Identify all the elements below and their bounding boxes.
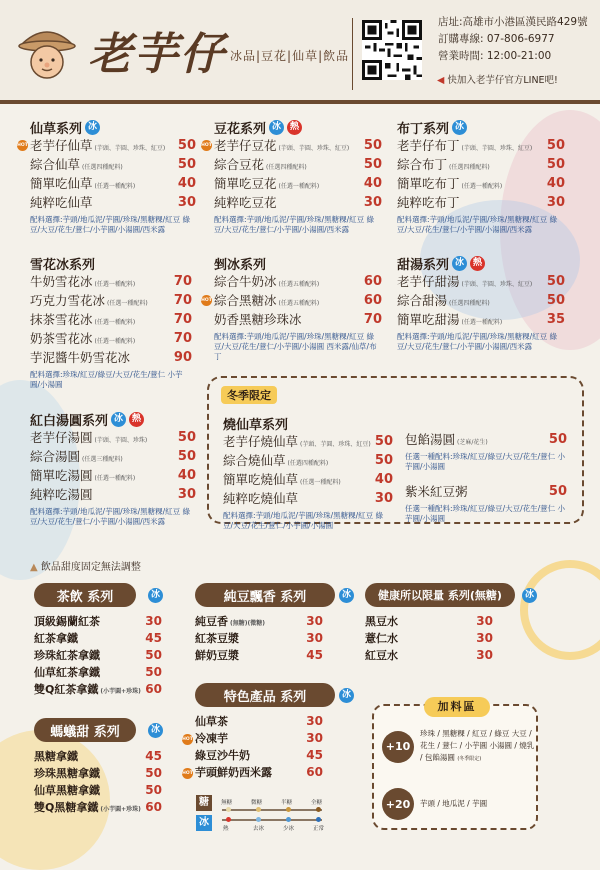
item-name: 黑糖拿鐵: [34, 750, 78, 763]
item-name: 簡單吃湯圓 (任選一種配料): [30, 468, 136, 483]
item-price: 30: [374, 491, 393, 506]
topping-options: 配料選擇:珍珠/紅豆/綠豆/大豆/花生/薏仁 小芋圓/小湯圓: [30, 370, 183, 389]
item-name: 冷凍芋: [195, 732, 228, 745]
menu-item: [30, 428, 196, 447]
item-name: 簡單吃布丁 (任選一種配料): [397, 176, 503, 191]
item-name: 純粹吃豆花: [214, 195, 277, 210]
sugar-level-dot: [286, 807, 291, 812]
item-name: 老芋仔湯圓 (芋頭、芋圓、珍珠): [30, 430, 148, 445]
menu-item: [223, 489, 393, 508]
item-name: 雙Q紅茶拿鐵 (小芋圓+珍珠): [34, 683, 141, 696]
item-name: 鮮奶豆漿: [195, 649, 239, 662]
item-name: 仙草茶: [195, 715, 228, 728]
item-name: 頂級錫蘭紅茶: [34, 615, 100, 628]
item-price: 45: [306, 648, 323, 662]
item-name: 紅豆水: [365, 649, 398, 662]
item-note: (任選四種配料): [449, 164, 490, 171]
ice-badge: 冰: [148, 588, 163, 603]
section-title-text: 布丁系列: [397, 121, 450, 137]
item-price: 30: [306, 731, 323, 745]
item-price: 45: [145, 749, 162, 763]
item-note: (任選一種配料): [94, 319, 136, 326]
item-price: 40: [546, 176, 565, 191]
item-note: (芝麻/花生): [457, 439, 488, 446]
item-price: 50: [548, 432, 567, 447]
special-list: [182, 713, 323, 781]
sugar-label: 糖: [196, 795, 212, 811]
item-price: 50: [363, 138, 382, 153]
menu-item: [34, 681, 162, 698]
section-shaoxiancao: [223, 414, 393, 531]
menu-item: [195, 747, 323, 764]
menu-item: [34, 765, 162, 782]
item-name: 綜合仙草 (任選四種配料): [30, 157, 123, 172]
menu-item: [30, 447, 196, 466]
item-name: 老芋仔甜湯 (芋頭、芋圓、珍珠、紅豆): [397, 274, 533, 289]
item-price: 60: [363, 293, 382, 308]
ant-series-title: 螞蟻甜 系列: [34, 718, 136, 742]
menu-item: [34, 748, 162, 765]
menu-item: [201, 291, 382, 310]
sugar-level-label: 全糖: [311, 800, 323, 806]
item-price: 50: [177, 449, 196, 464]
section-title-text: 燒仙草系列: [223, 417, 289, 433]
item-name: 雙Q黑糖拿鐵 (小芋圓+珍珠): [34, 801, 141, 814]
item-name: 芋頭鮮奶西米露: [195, 766, 272, 779]
item-price: 40: [374, 472, 393, 487]
ice-level-dot: [226, 817, 231, 822]
menu-item: [30, 466, 196, 485]
item-price: 60: [145, 800, 162, 814]
item-price: 60: [363, 274, 382, 289]
section-title: [30, 254, 192, 272]
menu-item: [214, 272, 382, 291]
healthy-series-title: 健康所以限量 系列(無糖): [365, 583, 515, 607]
hot-badge: 熱: [287, 120, 302, 135]
menu-item: [30, 272, 192, 291]
item-name: 巧克力雪花冰 (任選一種配料): [30, 293, 148, 308]
tea-series-title: 茶飲 系列: [34, 583, 136, 607]
section-title: [397, 118, 565, 136]
item-note: (任選四種配料): [287, 460, 329, 467]
tea-list: [34, 613, 162, 698]
item-note: (任選一種配料): [94, 281, 136, 288]
item-note: (任選一種配料): [461, 183, 503, 190]
topping-options: 配料選擇:芋頭/地瓜泥/芋圓/珍珠/黑糖粿/紅豆 綠豆/大豆/花生/薏仁/小芋圓/小湯圓/西米露: [30, 215, 191, 234]
item-price: 50: [374, 453, 393, 468]
hot-icon: HOT: [182, 734, 193, 745]
item-note: (任選一種配料): [461, 319, 503, 326]
addon-price: +20: [382, 788, 414, 820]
menu-item: [365, 647, 493, 664]
section-tangyuan: [30, 410, 196, 527]
item-name: 純粹吃燒仙草: [223, 491, 299, 506]
menu-item: [30, 329, 192, 348]
sugar-level-dot: [226, 807, 231, 812]
item-name: 純粹吃仙草: [30, 195, 93, 210]
addon-area: [372, 700, 538, 830]
menu-item: [397, 174, 565, 193]
item-price: 30: [546, 195, 565, 210]
addon-small-note: (冬季限定): [457, 756, 482, 762]
header-divider: [352, 18, 353, 90]
section-title: [30, 118, 196, 136]
ice-badge: 冰: [522, 588, 537, 603]
sugar-level-dot: [316, 807, 321, 812]
item-price: 40: [177, 176, 196, 191]
ice-badge: 冰: [85, 120, 100, 135]
section-title-text: 仙草系列: [30, 121, 83, 137]
menu-item: [397, 272, 565, 291]
item-price: 30: [177, 195, 196, 210]
ice-label: 冰: [196, 815, 212, 831]
menu-item: [34, 782, 162, 799]
menu-item: [214, 310, 382, 329]
menu-item: [30, 174, 196, 193]
menu-item: [214, 174, 382, 193]
ice-badge: 冰: [339, 688, 354, 703]
menu-item: [34, 664, 162, 681]
menu-item: [397, 310, 565, 329]
menu-item: [34, 647, 162, 664]
ice-level-label: 去冰: [253, 826, 265, 832]
item-price: 50: [374, 434, 393, 449]
sugar-level-label: 無糖: [221, 800, 233, 806]
item-price: 50: [546, 293, 565, 308]
ice-scale-line: [222, 819, 322, 821]
store-hours: 營業時間: 12:00-21:00: [438, 50, 552, 62]
section-title: [397, 254, 565, 272]
hot-icon: HOT: [17, 140, 28, 151]
item-price: 45: [145, 631, 162, 645]
menu-item: [195, 713, 323, 730]
winter-limited-box: [207, 376, 584, 530]
section-title-text: 紅白湯圓系列: [30, 413, 109, 429]
section-title: [30, 410, 196, 428]
item-options: 任選一種配料:珍珠/紅豆/綠豆/大豆/花生/薏仁 小芋圓/小湯圓: [405, 504, 566, 523]
item-name: 紅茶豆漿: [195, 632, 239, 645]
menu-item: [223, 470, 393, 489]
item-price: 45: [306, 748, 323, 762]
menu-item: [397, 155, 565, 174]
brand-tagline: 冰品|豆花|仙草|飲品: [230, 49, 350, 63]
ice-badge: 冰: [269, 120, 284, 135]
item-price: 30: [476, 614, 493, 628]
item-note: (小芋圓+珍珠): [100, 806, 141, 813]
item-options: 任選一種配料:珍珠/紅豆/綠豆/大豆/花生/薏仁 小芋圓/小湯圓: [405, 452, 566, 471]
item-name: 黑豆水: [365, 615, 398, 628]
hot-icon: HOT: [201, 295, 212, 306]
section-sweet-soup: [397, 254, 565, 352]
item-name: 純粹吃湯圓: [30, 487, 93, 502]
item-name: 紫米紅豆粥: [405, 484, 468, 499]
item-price: 30: [177, 487, 196, 502]
item-name: 老芋仔燒仙草 (芋頭、芋圓、珍珠、紅豆): [223, 434, 371, 449]
menu-item: [195, 630, 323, 647]
item-note: (任選一種配料): [94, 475, 136, 482]
item-name: 簡單吃燒仙草 (任選一種配料): [223, 472, 341, 487]
line-qr-code[interactable]: [362, 20, 422, 80]
section-xiancao: [17, 118, 196, 235]
store-phone[interactable]: 訂購專線: 07-806-6977: [438, 33, 555, 45]
item-name: 老芋仔豆花 (芋頭、芋圓、珍珠、紅豆): [214, 138, 350, 153]
item-name: 綠豆沙牛奶: [195, 749, 250, 762]
section-winter-right: [405, 430, 567, 524]
item-price: 50: [546, 138, 565, 153]
menu-item: [182, 764, 323, 781]
item-name: 仙草紅茶拿鐵: [34, 666, 100, 679]
item-note: (任選一種配料): [278, 183, 320, 190]
arrow-left-icon: ◀: [437, 75, 445, 86]
item-name: 珍珠紅茶拿鐵: [34, 649, 100, 662]
item-price: 50: [177, 157, 196, 172]
menu-item: [223, 432, 393, 451]
menu-item: [365, 630, 493, 647]
item-price: 50: [145, 766, 162, 780]
ice-level-dot: [256, 817, 261, 822]
brand-name: 老芋仔: [88, 29, 226, 80]
ice-badge: 冰: [148, 723, 163, 738]
menu-item: [34, 613, 162, 630]
special-series-title: 特色產品 系列: [195, 683, 335, 707]
addon-price: +10: [382, 731, 414, 763]
item-name: 老芋仔仙草 (芋頭、芋圓、珍珠、紅豆): [30, 138, 166, 153]
topping-options: 配料選擇:芋頭/地瓜泥/芋圓/珍珠/黑糖粿/紅豆 綠豆/大豆/花生/薏仁/小芋圓/小湯圓: [223, 511, 384, 530]
sugar-level-label: 微糖: [251, 800, 263, 806]
old-man-small-icon: ▲: [30, 562, 38, 573]
item-note: (無糖)(微糖): [230, 620, 265, 627]
menu-item: [405, 430, 567, 449]
ice-badge: 冰: [452, 120, 467, 135]
item-price: 60: [145, 682, 162, 696]
item-price: 50: [548, 484, 567, 499]
menu-item: [397, 193, 565, 212]
item-price: 50: [145, 648, 162, 662]
item-name: 綜合布丁 (任選四種配料): [397, 157, 490, 172]
menu-item: [223, 451, 393, 470]
item-price: 30: [476, 648, 493, 662]
item-price: 70: [363, 312, 382, 327]
sweetness-note: ▲ 飲品甜度固定無法調整: [30, 562, 141, 573]
item-price: 30: [363, 195, 382, 210]
item-name: 純粹吃布丁: [397, 195, 460, 210]
item-name: 仙草黑糖拿鐵: [34, 784, 100, 797]
ice-badge: 冰: [452, 256, 467, 271]
menu-item: [30, 485, 196, 504]
addon-row-10: [382, 728, 536, 765]
item-name: 奶茶雪花冰 (任選一種配料): [30, 331, 136, 346]
old-man-logo-icon: [18, 22, 76, 82]
item-note: (任選四種配料): [266, 164, 307, 171]
topping-options: 配料選擇:芋頭/地瓜泥/芋圓/珍珠/黑糖粿/紅豆 綠豆/大豆/花生/薏仁/小芋圓/小湯圓/西米露: [397, 215, 558, 234]
item-price: 50: [363, 157, 382, 172]
item-note: (芋頭、芋圓、珍珠、紅豆): [461, 281, 533, 288]
healthy-list: [365, 613, 493, 664]
ant-list: [34, 748, 162, 816]
item-name: 抹茶雪花冰 (任選一種配料): [30, 312, 136, 327]
section-snow-ice: [30, 254, 192, 390]
menu-item: [365, 613, 493, 630]
item-note: (任選四種配料): [449, 300, 490, 307]
menu-item: [34, 799, 162, 816]
sugar-scale-line: [222, 809, 322, 811]
menu-item: [17, 136, 196, 155]
addon-desc: 芋頭 / 地瓜泥 / 芋圓: [420, 799, 488, 808]
addon-title: 加料區: [424, 697, 490, 717]
item-note: (任選一種配料): [300, 479, 341, 486]
item-note: (任選三種配料): [82, 456, 123, 463]
section-title-text: 雪花冰系列: [30, 257, 96, 273]
item-name: 珍珠黑糖拿鐵: [34, 767, 100, 780]
item-note: (芋頭、芋圓、珍珠): [94, 437, 148, 444]
addon-row-20: [382, 788, 487, 820]
item-name: 純豆香 (無糖)(微糖): [195, 615, 265, 628]
menu-item: [30, 310, 192, 329]
item-note: (芋頭、芋圓、珍珠、紅豆): [94, 145, 166, 152]
item-note: (小芋圓+珍珠): [100, 688, 141, 695]
item-price: 50: [145, 665, 162, 679]
winter-tag: 冬季限定: [221, 386, 277, 404]
item-name: 紅茶拿鐵: [34, 632, 78, 645]
item-name: 芋泥醬牛奶雪花冰: [30, 350, 131, 365]
item-name: 簡單吃豆花 (任選一種配料): [214, 176, 320, 191]
section-shaved-ice: [201, 254, 382, 362]
item-price: 40: [177, 468, 196, 483]
addon-desc: 珍珠 / 黑糖粿 / 紅豆 / 綠豆 大豆 / 花生 / 薏仁 / 小芋圓 小湯圓 / 燒乳 / 包餡湯圓: [420, 729, 535, 762]
sugar-level-dot: [256, 807, 261, 812]
section-douhua: [201, 118, 382, 235]
item-name: 綜合燒仙草 (任選四種配料): [223, 453, 329, 468]
store-address: 店址:高雄市小港區漢民路429號: [438, 16, 588, 28]
item-price: 50: [145, 783, 162, 797]
hot-badge: 熱: [470, 256, 485, 271]
item-price: 30: [306, 614, 323, 628]
item-price: 35: [546, 312, 565, 327]
hot-badge: 熱: [129, 412, 144, 427]
menu-item: [201, 136, 382, 155]
item-note: (芋頭、芋圓、珍珠、紅豆): [461, 145, 533, 152]
item-note: (任選五種配料): [278, 281, 320, 288]
item-note: (任選四種配料): [82, 164, 123, 171]
item-name: 綜合湯圓 (任選三種配料): [30, 449, 123, 464]
item-name: 包餡湯圓 (芝麻/花生): [405, 432, 488, 447]
ice-level-label: 少冰: [283, 826, 295, 832]
item-price: 70: [173, 274, 192, 289]
ice-level-dot: [286, 817, 291, 822]
item-name: 綜合豆花 (任選四種配料): [214, 157, 307, 172]
menu-item: [405, 482, 567, 501]
hot-icon: HOT: [182, 768, 193, 779]
section-title: [214, 254, 382, 272]
item-note: (任選五種配料): [278, 300, 320, 307]
header: [0, 0, 600, 104]
ice-level-dot: [316, 817, 321, 822]
topping-options: 配料選擇:芋頭/地瓜泥/芋圓/珍珠/黑糖粿/紅豆 綠豆/大豆/花生/薏仁/小芋圓/小湯圓 西米露/仙草/布丁: [214, 332, 377, 361]
sugar-ice-legend: [196, 795, 346, 835]
item-name: 奶香黑糖珍珠冰: [214, 312, 302, 327]
bean-series-title: 純豆飄香 系列: [195, 583, 335, 607]
item-price: 50: [546, 157, 565, 172]
topping-options: 配料選擇:芋頭/地瓜泥/芋圓/珍珠/黑糖粿/紅豆 綠豆/大豆/花生/薏仁/小芋圓/小湯圓/西米露: [397, 332, 558, 351]
item-price: 30: [306, 714, 323, 728]
item-price: 30: [306, 631, 323, 645]
menu-item: [30, 193, 196, 212]
item-name: 綜合牛奶冰 (任選五種配料): [214, 274, 320, 289]
hot-icon: HOT: [201, 140, 212, 151]
menu-item: [182, 730, 323, 747]
decor-blob: [520, 560, 600, 660]
menu-item: [195, 613, 323, 630]
menu-item: [34, 630, 162, 647]
item-note: (芋頭、芋圓、珍珠、紅豆): [278, 145, 350, 152]
section-pudding: [397, 118, 565, 235]
menu-item: [30, 291, 192, 310]
item-name: 簡單吃甜湯 (任選一種配料): [397, 312, 503, 327]
topping-options: 配料選擇:芋頭/地瓜泥/芋圓/珍珠/黑糖粿/紅豆 綠豆/大豆/花生/薏仁/小芋圓/小湯圓/西米露: [214, 215, 375, 234]
item-note: (任選一種配料): [94, 338, 136, 345]
line-join-note: ◀ 快加入老芋仔官方LINE吧!: [437, 75, 558, 86]
item-price: 60: [306, 765, 323, 779]
menu-item: [397, 291, 565, 310]
item-note: (任選一種配料): [94, 183, 136, 190]
section-title-text: 豆花系列: [214, 121, 267, 137]
sugar-level-label: 半糖: [281, 800, 293, 806]
item-price: 70: [173, 312, 192, 327]
menu-item: [30, 348, 192, 367]
item-note: (任選一種配料): [107, 300, 148, 307]
item-name: 綜合甜湯 (任選四種配料): [397, 293, 490, 308]
item-price: 50: [177, 430, 196, 445]
store-info: [438, 14, 588, 65]
section-title-text: 甜湯系列: [397, 257, 450, 273]
topping-options: 配料選擇:芋頭/地瓜泥/芋圓/珍珠/黑糖粿/紅豆 綠豆/大豆/花生/薏仁/小芋圓/小湯圓/西米露: [30, 507, 191, 526]
section-title: [223, 414, 393, 432]
item-price: 70: [173, 293, 192, 308]
section-title: [214, 118, 382, 136]
item-price: 40: [363, 176, 382, 191]
ice-level-label: 熱: [223, 826, 229, 832]
bean-list: [195, 613, 323, 664]
menu-item: [195, 647, 323, 664]
menu-item: [30, 155, 196, 174]
item-note: (芋頭、芋圓、珍珠、紅豆): [300, 441, 371, 448]
item-name: 簡單吃仙草 (任選一種配料): [30, 176, 136, 191]
item-name: 綜合黑糖冰 (任選五種配料): [214, 293, 320, 308]
ice-badge: 冰: [111, 412, 126, 427]
item-name: 牛奶雪花冰 (任選一種配料): [30, 274, 136, 289]
item-price: 70: [173, 331, 192, 346]
item-name: 老芋仔布丁 (芋頭、芋圓、珍珠、紅豆): [397, 138, 533, 153]
item-price: 90: [173, 350, 192, 365]
ice-level-label: 正常: [313, 826, 325, 832]
section-title-text: 剉冰系列: [214, 257, 267, 273]
menu-item: [397, 136, 565, 155]
item-name: 薏仁水: [365, 632, 398, 645]
menu-item: [214, 155, 382, 174]
item-price: 30: [476, 631, 493, 645]
item-price: 50: [177, 138, 196, 153]
item-price: 30: [145, 614, 162, 628]
item-price: 50: [546, 274, 565, 289]
menu-item: [214, 193, 382, 212]
ice-badge: 冰: [339, 588, 354, 603]
